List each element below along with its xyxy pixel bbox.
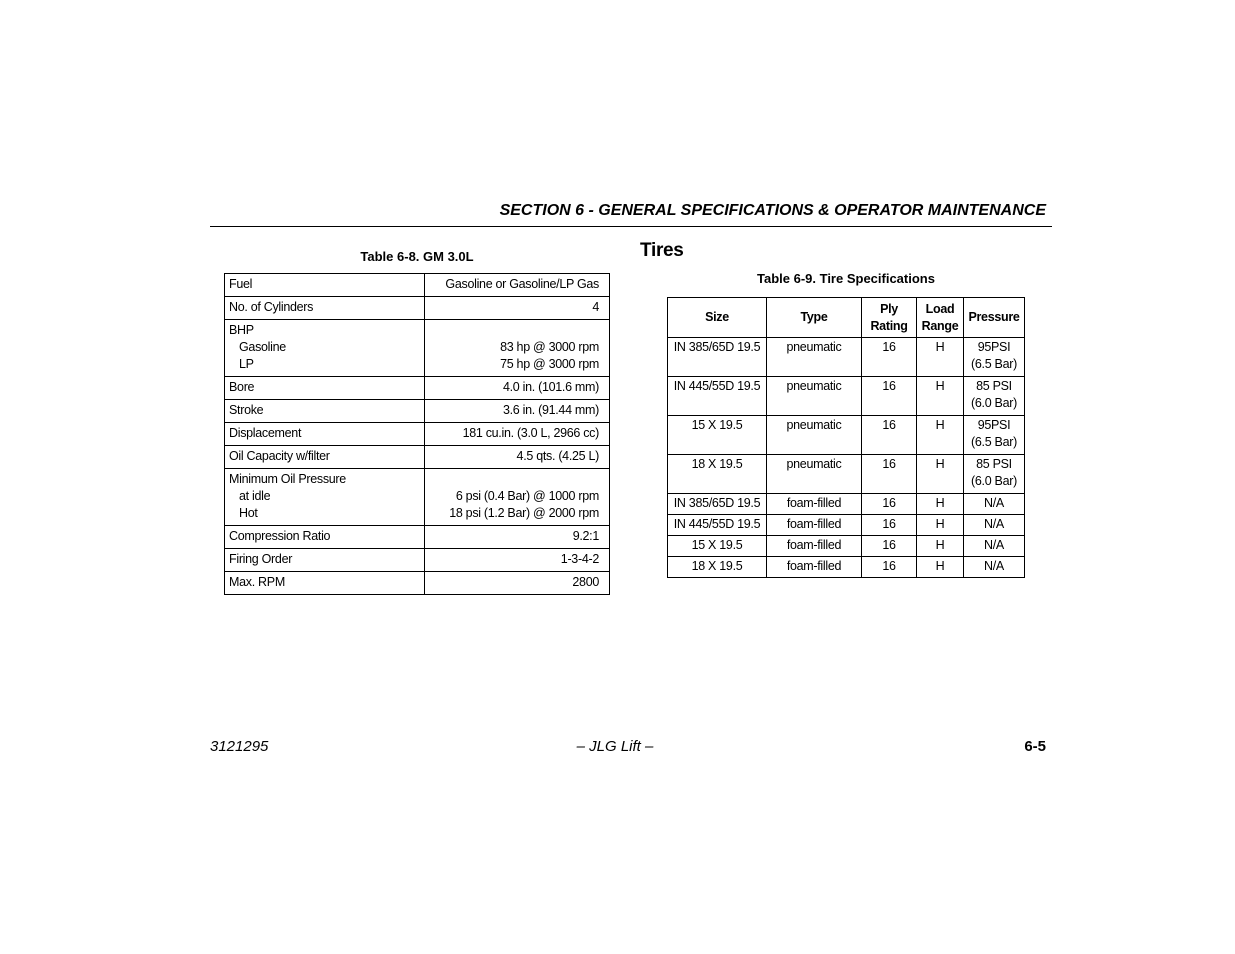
tire-pressure: 85 PSI (6.0 Bar) <box>964 455 1025 494</box>
spec-label: Fuel <box>225 274 425 297</box>
header-rule <box>210 226 1052 227</box>
table-row <box>225 526 610 549</box>
spec-value: 9.2:1 <box>425 526 610 549</box>
tire-pressure: N/A <box>964 536 1025 557</box>
tire-load-range: H <box>917 494 964 515</box>
spec-value: 4.5 qts. (4.25 L) <box>425 446 610 469</box>
tire-size: IN 385/65D 19.5 <box>668 338 767 377</box>
tires-heading: Tires <box>640 240 684 261</box>
tire-ply-rating: 16 <box>862 494 917 515</box>
table-row <box>225 469 610 526</box>
spec-value: Gasoline or Gasoline/LP Gas <box>425 274 610 297</box>
footer-brand: – JLG Lift – <box>576 738 654 755</box>
column-header-load-range: Load Range <box>917 298 964 338</box>
tire-load-range: H <box>917 455 964 494</box>
tire-ply-rating: 16 <box>862 557 917 578</box>
table-row <box>668 557 1025 578</box>
spec-label: Stroke <box>225 400 425 423</box>
table-row <box>225 377 610 400</box>
table-row <box>668 515 1025 536</box>
tire-type: pneumatic <box>767 416 862 455</box>
tire-load-range: H <box>917 338 964 377</box>
tire-pressure: 85 PSI (6.0 Bar) <box>964 377 1025 416</box>
tire-type: foam-filled <box>767 515 862 536</box>
spec-sub-label: LP <box>239 357 254 371</box>
table-row <box>225 320 610 377</box>
engine-spec-table <box>224 273 610 595</box>
table-row <box>668 536 1025 557</box>
spec-value: 1-3-4-2 <box>425 549 610 572</box>
spec-value: 3.6 in. (91.44 mm) <box>425 400 610 423</box>
tire-ply-rating: 16 <box>862 536 917 557</box>
table-row <box>668 494 1025 515</box>
tire-load-range: H <box>917 377 964 416</box>
tire-type: foam-filled <box>767 494 862 515</box>
spec-sub-label: Gasoline <box>239 340 286 354</box>
tire-spec-table <box>667 297 1025 578</box>
spec-label: Compression Ratio <box>225 526 425 549</box>
table-row <box>668 416 1025 455</box>
table-row <box>225 446 610 469</box>
spec-label: No. of Cylinders <box>225 297 425 320</box>
spec-sub-value: 18 psi (1.2 Bar) @ 2000 rpm <box>449 506 599 520</box>
tire-pressure: 95PSI (6.5 Bar) <box>964 416 1025 455</box>
tire-type: foam-filled <box>767 536 862 557</box>
tire-size: IN 445/55D 19.5 <box>668 377 767 416</box>
tire-type: pneumatic <box>767 377 862 416</box>
spec-label-main: Minimum Oil Pressure <box>229 472 346 486</box>
tire-ply-rating: 16 <box>862 515 917 536</box>
section-header: SECTION 6 - GENERAL SPECIFICATIONS & OPERATOR MAINTENANCE <box>499 202 1046 219</box>
spec-label: Bore <box>225 377 425 400</box>
tire-type: pneumatic <box>767 455 862 494</box>
tire-ply-rating: 16 <box>862 338 917 377</box>
spec-value <box>425 320 610 377</box>
tire-size: 18 X 19.5 <box>668 455 767 494</box>
spec-label-main: BHP <box>229 323 254 337</box>
tire-type: pneumatic <box>767 338 862 377</box>
tire-size: IN 385/65D 19.5 <box>668 494 767 515</box>
spec-label: Displacement <box>225 423 425 446</box>
table-header-row <box>668 298 1025 338</box>
table-row <box>668 338 1025 377</box>
tire-ply-rating: 16 <box>862 377 917 416</box>
tire-size: IN 445/55D 19.5 <box>668 515 767 536</box>
spec-value: 4 <box>425 297 610 320</box>
table-6-9-title: Table 6-9. Tire Specifications <box>757 271 935 286</box>
tire-load-range: H <box>917 515 964 536</box>
column-header-size: Size <box>668 298 767 338</box>
spec-sub-value: 83 hp @ 3000 rpm <box>500 340 599 354</box>
spec-label: Firing Order <box>225 549 425 572</box>
spec-value: 181 cu.in. (3.0 L, 2966 cc) <box>425 423 610 446</box>
spec-label <box>225 469 425 526</box>
spec-value <box>425 469 610 526</box>
table-row <box>225 549 610 572</box>
table-row <box>225 572 610 595</box>
column-header-ply-rating: Ply Rating <box>862 298 917 338</box>
spec-sub-value: 6 psi (0.4 Bar) @ 1000 rpm <box>455 489 599 503</box>
tire-pressure: N/A <box>964 557 1025 578</box>
table-row <box>668 377 1025 416</box>
column-header-pressure: Pressure <box>964 298 1025 338</box>
tire-size: 18 X 19.5 <box>668 557 767 578</box>
spec-label: Max. RPM <box>225 572 425 595</box>
table-6-8-title: Table 6-8. GM 3.0L <box>360 249 474 264</box>
table-row <box>225 400 610 423</box>
tire-ply-rating: 16 <box>862 455 917 494</box>
tire-pressure: 95PSI (6.5 Bar) <box>964 338 1025 377</box>
spec-value: 4.0 in. (101.6 mm) <box>425 377 610 400</box>
spec-label <box>225 320 425 377</box>
table-row <box>225 274 610 297</box>
tire-size: 15 X 19.5 <box>668 416 767 455</box>
table-row <box>225 423 610 446</box>
tire-load-range: H <box>917 557 964 578</box>
spec-label: Oil Capacity w/filter <box>225 446 425 469</box>
tire-load-range: H <box>917 536 964 557</box>
tire-type: foam-filled <box>767 557 862 578</box>
spec-sub-label: Hot <box>239 506 258 520</box>
tire-pressure: N/A <box>964 515 1025 536</box>
doc-number: 3121295 <box>210 738 269 755</box>
tire-ply-rating: 16 <box>862 416 917 455</box>
spec-sub-value: 75 hp @ 3000 rpm <box>500 357 599 371</box>
table-row <box>225 297 610 320</box>
tire-load-range: H <box>917 416 964 455</box>
column-header-type: Type <box>767 298 862 338</box>
spec-value: 2800 <box>425 572 610 595</box>
page-number: 6-5 <box>1024 738 1046 755</box>
spec-sub-label: at idle <box>239 489 271 503</box>
table-row <box>668 455 1025 494</box>
tire-size: 15 X 19.5 <box>668 536 767 557</box>
tire-pressure: N/A <box>964 494 1025 515</box>
